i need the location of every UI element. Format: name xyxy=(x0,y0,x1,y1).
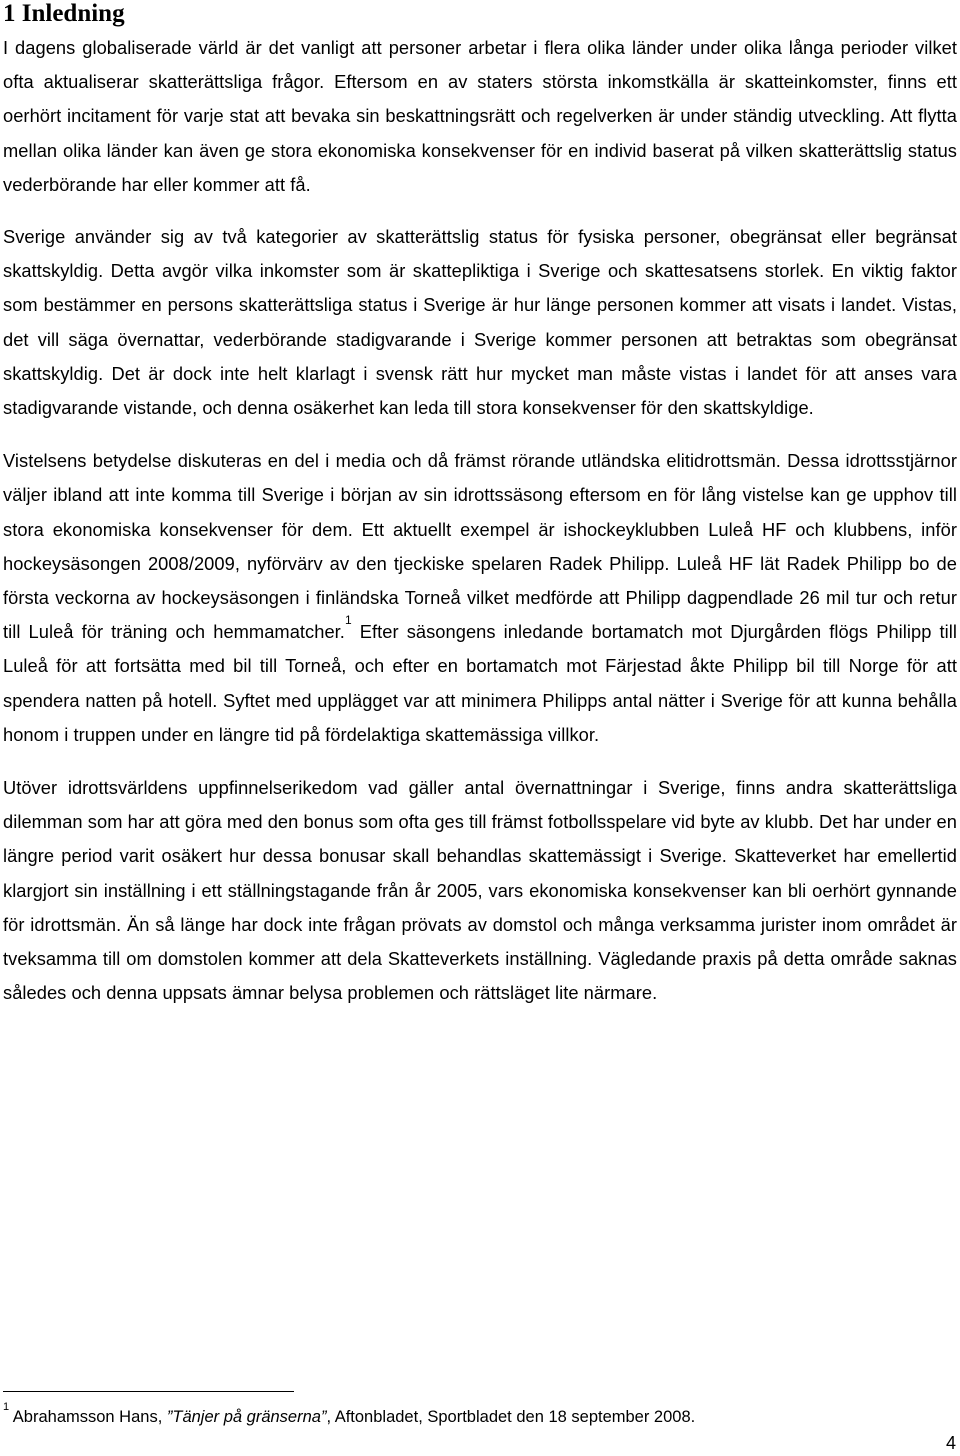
paragraph-intro xyxy=(3,31,957,202)
footnote-separator xyxy=(3,1391,294,1392)
paragraph-athletes-part-b: Efter säsongens inledande bortamatch mot Djurgården flögs Philipp till Luleå för att fortsätta med bil till Torneå, och efter en bortamatch mot Färjestad åkte Philipp bil till Norge för att spendera natten på hotell. Syftet med upplägget var att minimera Philipps antal nätter i Sverige för att kunna behålla honom i truppen under en längre tid på fördelaktiga skattemässiga villkor. xyxy=(3,621,957,745)
paragraph-athletes xyxy=(3,444,957,752)
footnote-number: 1 xyxy=(3,1401,10,1413)
footnote-author: Abrahamsson Hans, xyxy=(9,1408,167,1426)
page-number: 4 xyxy=(945,1433,956,1453)
paragraph-intro-part-b: Att flytta mellan olika länder kan även ge stora ekonomiska konsekvenser för en individ baserat på vilken skatterättslig status vederbörande har eller kommer att få. xyxy=(3,105,957,195)
section-heading: 1 Inledning xyxy=(3,0,125,27)
paragraph-tax-status: Sverige använder sig av två kategorier av skatterättslig status för fysiska personer, obegränsat eller begränsat skattskyldig. Detta avgör vilka inkomster som är skattepliktiga i Sverige och skattesatsens storlek. En viktig faktor som bestämmer en persons skatterättsliga status i Sverige är hur länge personen kommer att visats i landet. Vistas, det vill säga övernattar, vederbörande stadigvarande i Sverige kommer personen att betraktas som obegränsat skattskyldig. Det är dock inte helt klarlagt i svensk rätt hur mycket man måste vistas i landet för att anses vara stadigvarande vistande, och denna osäkerhet kan leda till stora konsekvenser för den skattskyldige. xyxy=(3,226,957,419)
document-page xyxy=(3,0,957,1010)
paragraph-intro-part-a: I dagens globaliserade värld är det vanligt att personer arbetar i flera olika länder under olika långa perioder vilket ofta aktualiserar skatterättsliga frågor. Eftersom en av staters största inkomstkälla är skatteinkomster, finns ett oerhört incitament för varje stat att bevaka sin beskattningsrätt och regelverken är under ständig utveckling. xyxy=(3,37,957,127)
footnote-reference: 1 xyxy=(344,613,352,628)
footnote xyxy=(3,1401,696,1430)
paragraph-athletes-part-a: Vistelsens betydelse diskuteras en del i media och då främst rörande utländska elitidrottsmän. Dessa idrottsstjärnor väljer ibland att inte komma till Sverige i början av sin idrottssäsong eftersom en för lång vistelse kan ge upphov till stora ekonomiska konsekvenser för dem. Ett aktuellt exempel är ishockeyklubben Luleå HF och klubbens, inför hockeysäsongen 2008/2009, nyförvärv av den tjeckiske spelaren Radek Philipp. Luleå HF lät Radek Philipp bo de första veckorna av hockeysäsongen i finländska Torneå vilket medförde att Philipp dagpendlade 26 mil tur och retur till Luleå för träning och hemmamatcher. xyxy=(3,450,957,643)
footnote-source: , Aftonbladet, Sportbladet den 18 september 2008. xyxy=(326,1408,696,1426)
paragraph-bonus: Utöver idrottsvärldens uppfinnelserikedom vad gäller antal övernattningar i Sverige, finns andra skatterättsliga dilemman som har att göra med den bonus som ofta ges till främst fotbollsspelare vid byte av klubb. Det har under en längre period varit osäkert hur dessa bonusar skall behandlas skattemässigt i Sverige. Skatteverket har emellertid klargjort sin inställning i ett ställningstagande från år 2005, vars ekonomiska konsekvenser kan bli oerhört gynnande för idrottsmän. Än så länge har dock inte frågan prövats av domstol och många verksamma jurister inom området är tveksamma till om domstolen kommer att dela Skatteverkets inställning. Vägledande praxis på detta område saknas således och denna uppsats ämnar belysa problemen och rättsläget lite närmare. xyxy=(3,777,957,1004)
footnote-title: ”Tänjer på gränserna” xyxy=(166,1408,327,1426)
